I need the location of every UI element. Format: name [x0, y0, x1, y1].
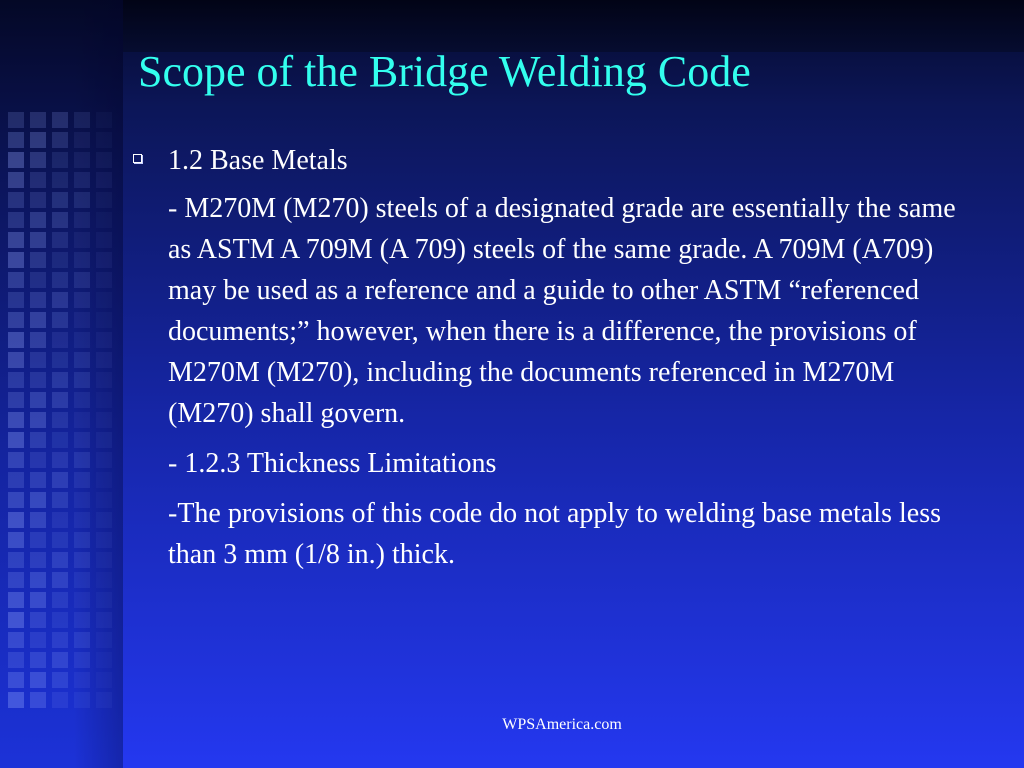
- decorative-square: [96, 612, 112, 628]
- decorative-square: [52, 272, 68, 288]
- decorative-square: [52, 672, 68, 688]
- decorative-square: [74, 392, 90, 408]
- decorative-square: [74, 412, 90, 428]
- decorative-square: [52, 512, 68, 528]
- paragraph-thickness-heading: - 1.2.3 Thickness Limitations: [168, 448, 497, 479]
- decorative-square: [8, 292, 24, 308]
- bullet-item: [130, 140, 980, 181]
- decorative-square: [52, 232, 68, 248]
- decorative-square: [74, 432, 90, 448]
- decorative-square: [96, 592, 112, 608]
- decorative-square: [8, 512, 24, 528]
- decorative-square: [30, 392, 46, 408]
- decorative-square: [52, 112, 68, 128]
- decorative-square: [8, 452, 24, 468]
- decorative-square: [52, 532, 68, 548]
- decorative-square: [30, 212, 46, 228]
- decorative-square: [30, 492, 46, 508]
- decorative-square: [74, 472, 90, 488]
- decorative-square: [52, 452, 68, 468]
- decorative-square: [74, 272, 90, 288]
- decorative-square: [8, 672, 24, 688]
- decorative-square: [96, 312, 112, 328]
- decorative-square: [30, 112, 46, 128]
- decorative-square: [30, 412, 46, 428]
- decorative-square: [52, 292, 68, 308]
- decorative-square: [96, 292, 112, 308]
- decorative-square: [8, 572, 24, 588]
- slide-body: [130, 140, 980, 575]
- decorative-square: [74, 552, 90, 568]
- decorative-square: [52, 212, 68, 228]
- decorative-square: [30, 472, 46, 488]
- decorative-square: [96, 372, 112, 388]
- decorative-square: [52, 392, 68, 408]
- decorative-square: [52, 372, 68, 388]
- decorative-square: [30, 572, 46, 588]
- decorative-square: [74, 532, 90, 548]
- decorative-square: [30, 272, 46, 288]
- hollow-square-bullet-icon: [133, 154, 142, 163]
- decorative-square: [8, 172, 24, 188]
- decorative-square: [74, 692, 90, 708]
- decorative-square: [74, 252, 90, 268]
- decorative-square: [52, 492, 68, 508]
- decorative-square: [30, 592, 46, 608]
- decorative-square: [30, 672, 46, 688]
- decorative-square: [96, 232, 112, 248]
- decorative-square: [8, 252, 24, 268]
- decorative-square: [30, 552, 46, 568]
- decorative-square: [52, 132, 68, 148]
- decorative-square: [74, 672, 90, 688]
- paragraph-steel-equivalence: - M270M (M270) steels of a designated grade are essentially the same as ASTM A 709M (A 709) steels of the same grade. A 709M (A709) may be used as a reference and a guide to other ASTM “referenced documents;” however, when there is a difference, the provisions of M270M (M270), including the documents referenced in M270M (M270) shall govern.: [168, 193, 956, 429]
- decorative-square: [30, 452, 46, 468]
- decorative-square: [74, 232, 90, 248]
- decorative-square: [8, 232, 24, 248]
- decorative-square: [96, 392, 112, 408]
- decorative-square: [74, 332, 90, 348]
- slide-title: Scope of the Bridge Welding Code: [138, 47, 751, 96]
- decorative-square: [8, 132, 24, 148]
- decorative-square: [52, 412, 68, 428]
- decorative-square: [8, 632, 24, 648]
- decorative-square: [96, 412, 112, 428]
- decorative-square: [8, 272, 24, 288]
- decorative-square: [30, 152, 46, 168]
- decorative-square: [96, 352, 112, 368]
- decorative-square: [74, 152, 90, 168]
- decorative-square: [74, 612, 90, 628]
- decorative-square: [8, 192, 24, 208]
- decorative-square: [8, 652, 24, 668]
- decorative-square: [74, 452, 90, 468]
- decorative-square: [52, 472, 68, 488]
- decorative-square: [74, 592, 90, 608]
- top-dark-band: [123, 0, 1024, 52]
- paragraph-thickness-limit: -The provisions of this code do not apply to welding base metals less than 3 mm (1/8 in.) thick.: [168, 498, 941, 570]
- bullet-heading: 1.2 Base Metals: [168, 145, 348, 176]
- decorative-square: [30, 532, 46, 548]
- decorative-square: [30, 632, 46, 648]
- decorative-square: [30, 232, 46, 248]
- decorative-square: [52, 152, 68, 168]
- decorative-square-pattern: [0, 112, 123, 722]
- decorative-square: [52, 592, 68, 608]
- decorative-square: [52, 252, 68, 268]
- decorative-square: [96, 492, 112, 508]
- decorative-square: [52, 612, 68, 628]
- decorative-square: [74, 192, 90, 208]
- decorative-square: [8, 532, 24, 548]
- decorative-square: [96, 452, 112, 468]
- decorative-square: [96, 192, 112, 208]
- decorative-square: [52, 312, 68, 328]
- decorative-square: [52, 552, 68, 568]
- decorative-square: [74, 212, 90, 228]
- decorative-square: [8, 552, 24, 568]
- decorative-square: [8, 432, 24, 448]
- decorative-square: [74, 572, 90, 588]
- decorative-square: [30, 652, 46, 668]
- decorative-square: [74, 112, 90, 128]
- decorative-square: [96, 432, 112, 448]
- decorative-square: [8, 692, 24, 708]
- decorative-square: [96, 112, 112, 128]
- decorative-square: [8, 352, 24, 368]
- decorative-square: [30, 172, 46, 188]
- decorative-square: [52, 192, 68, 208]
- decorative-square: [96, 172, 112, 188]
- decorative-square: [8, 332, 24, 348]
- decorative-square: [8, 372, 24, 388]
- decorative-square: [74, 172, 90, 188]
- decorative-square: [30, 372, 46, 388]
- decorative-square: [74, 632, 90, 648]
- footer-website: WPSAmerica.com: [502, 716, 622, 733]
- decorative-square: [96, 532, 112, 548]
- decorative-square: [96, 692, 112, 708]
- decorative-square: [52, 332, 68, 348]
- decorative-square: [96, 132, 112, 148]
- decorative-square: [96, 572, 112, 588]
- decorative-square: [96, 672, 112, 688]
- decorative-square: [30, 292, 46, 308]
- decorative-square: [96, 632, 112, 648]
- decorative-square: [74, 132, 90, 148]
- decorative-square: [52, 352, 68, 368]
- decorative-square: [8, 472, 24, 488]
- decorative-square: [96, 652, 112, 668]
- decorative-square: [74, 512, 90, 528]
- decorative-square: [96, 512, 112, 528]
- decorative-square: [30, 432, 46, 448]
- decorative-square: [96, 472, 112, 488]
- decorative-square: [74, 652, 90, 668]
- decorative-square: [30, 512, 46, 528]
- decorative-square: [74, 312, 90, 328]
- decorative-square: [52, 432, 68, 448]
- decorative-square: [8, 412, 24, 428]
- decorative-square: [30, 132, 46, 148]
- decorative-square: [74, 372, 90, 388]
- decorative-square: [30, 312, 46, 328]
- decorative-square: [52, 692, 68, 708]
- decorative-square: [96, 272, 112, 288]
- decorative-square: [8, 492, 24, 508]
- decorative-square: [96, 332, 112, 348]
- decorative-square: [30, 192, 46, 208]
- decorative-square: [74, 492, 90, 508]
- decorative-square: [8, 112, 24, 128]
- decorative-square: [96, 212, 112, 228]
- decorative-square: [30, 692, 46, 708]
- decorative-square: [30, 352, 46, 368]
- decorative-square: [8, 312, 24, 328]
- decorative-square: [52, 652, 68, 668]
- decorative-square: [8, 612, 24, 628]
- decorative-square: [96, 552, 112, 568]
- decorative-square: [52, 632, 68, 648]
- decorative-square: [8, 212, 24, 228]
- decorative-square: [30, 252, 46, 268]
- decorative-square: [30, 612, 46, 628]
- decorative-square: [52, 172, 68, 188]
- decorative-square: [96, 152, 112, 168]
- decorative-square: [8, 392, 24, 408]
- decorative-square: [8, 152, 24, 168]
- decorative-square: [74, 292, 90, 308]
- decorative-square: [30, 332, 46, 348]
- decorative-square: [8, 592, 24, 608]
- decorative-square: [74, 352, 90, 368]
- decorative-square: [52, 572, 68, 588]
- decorative-square: [96, 252, 112, 268]
